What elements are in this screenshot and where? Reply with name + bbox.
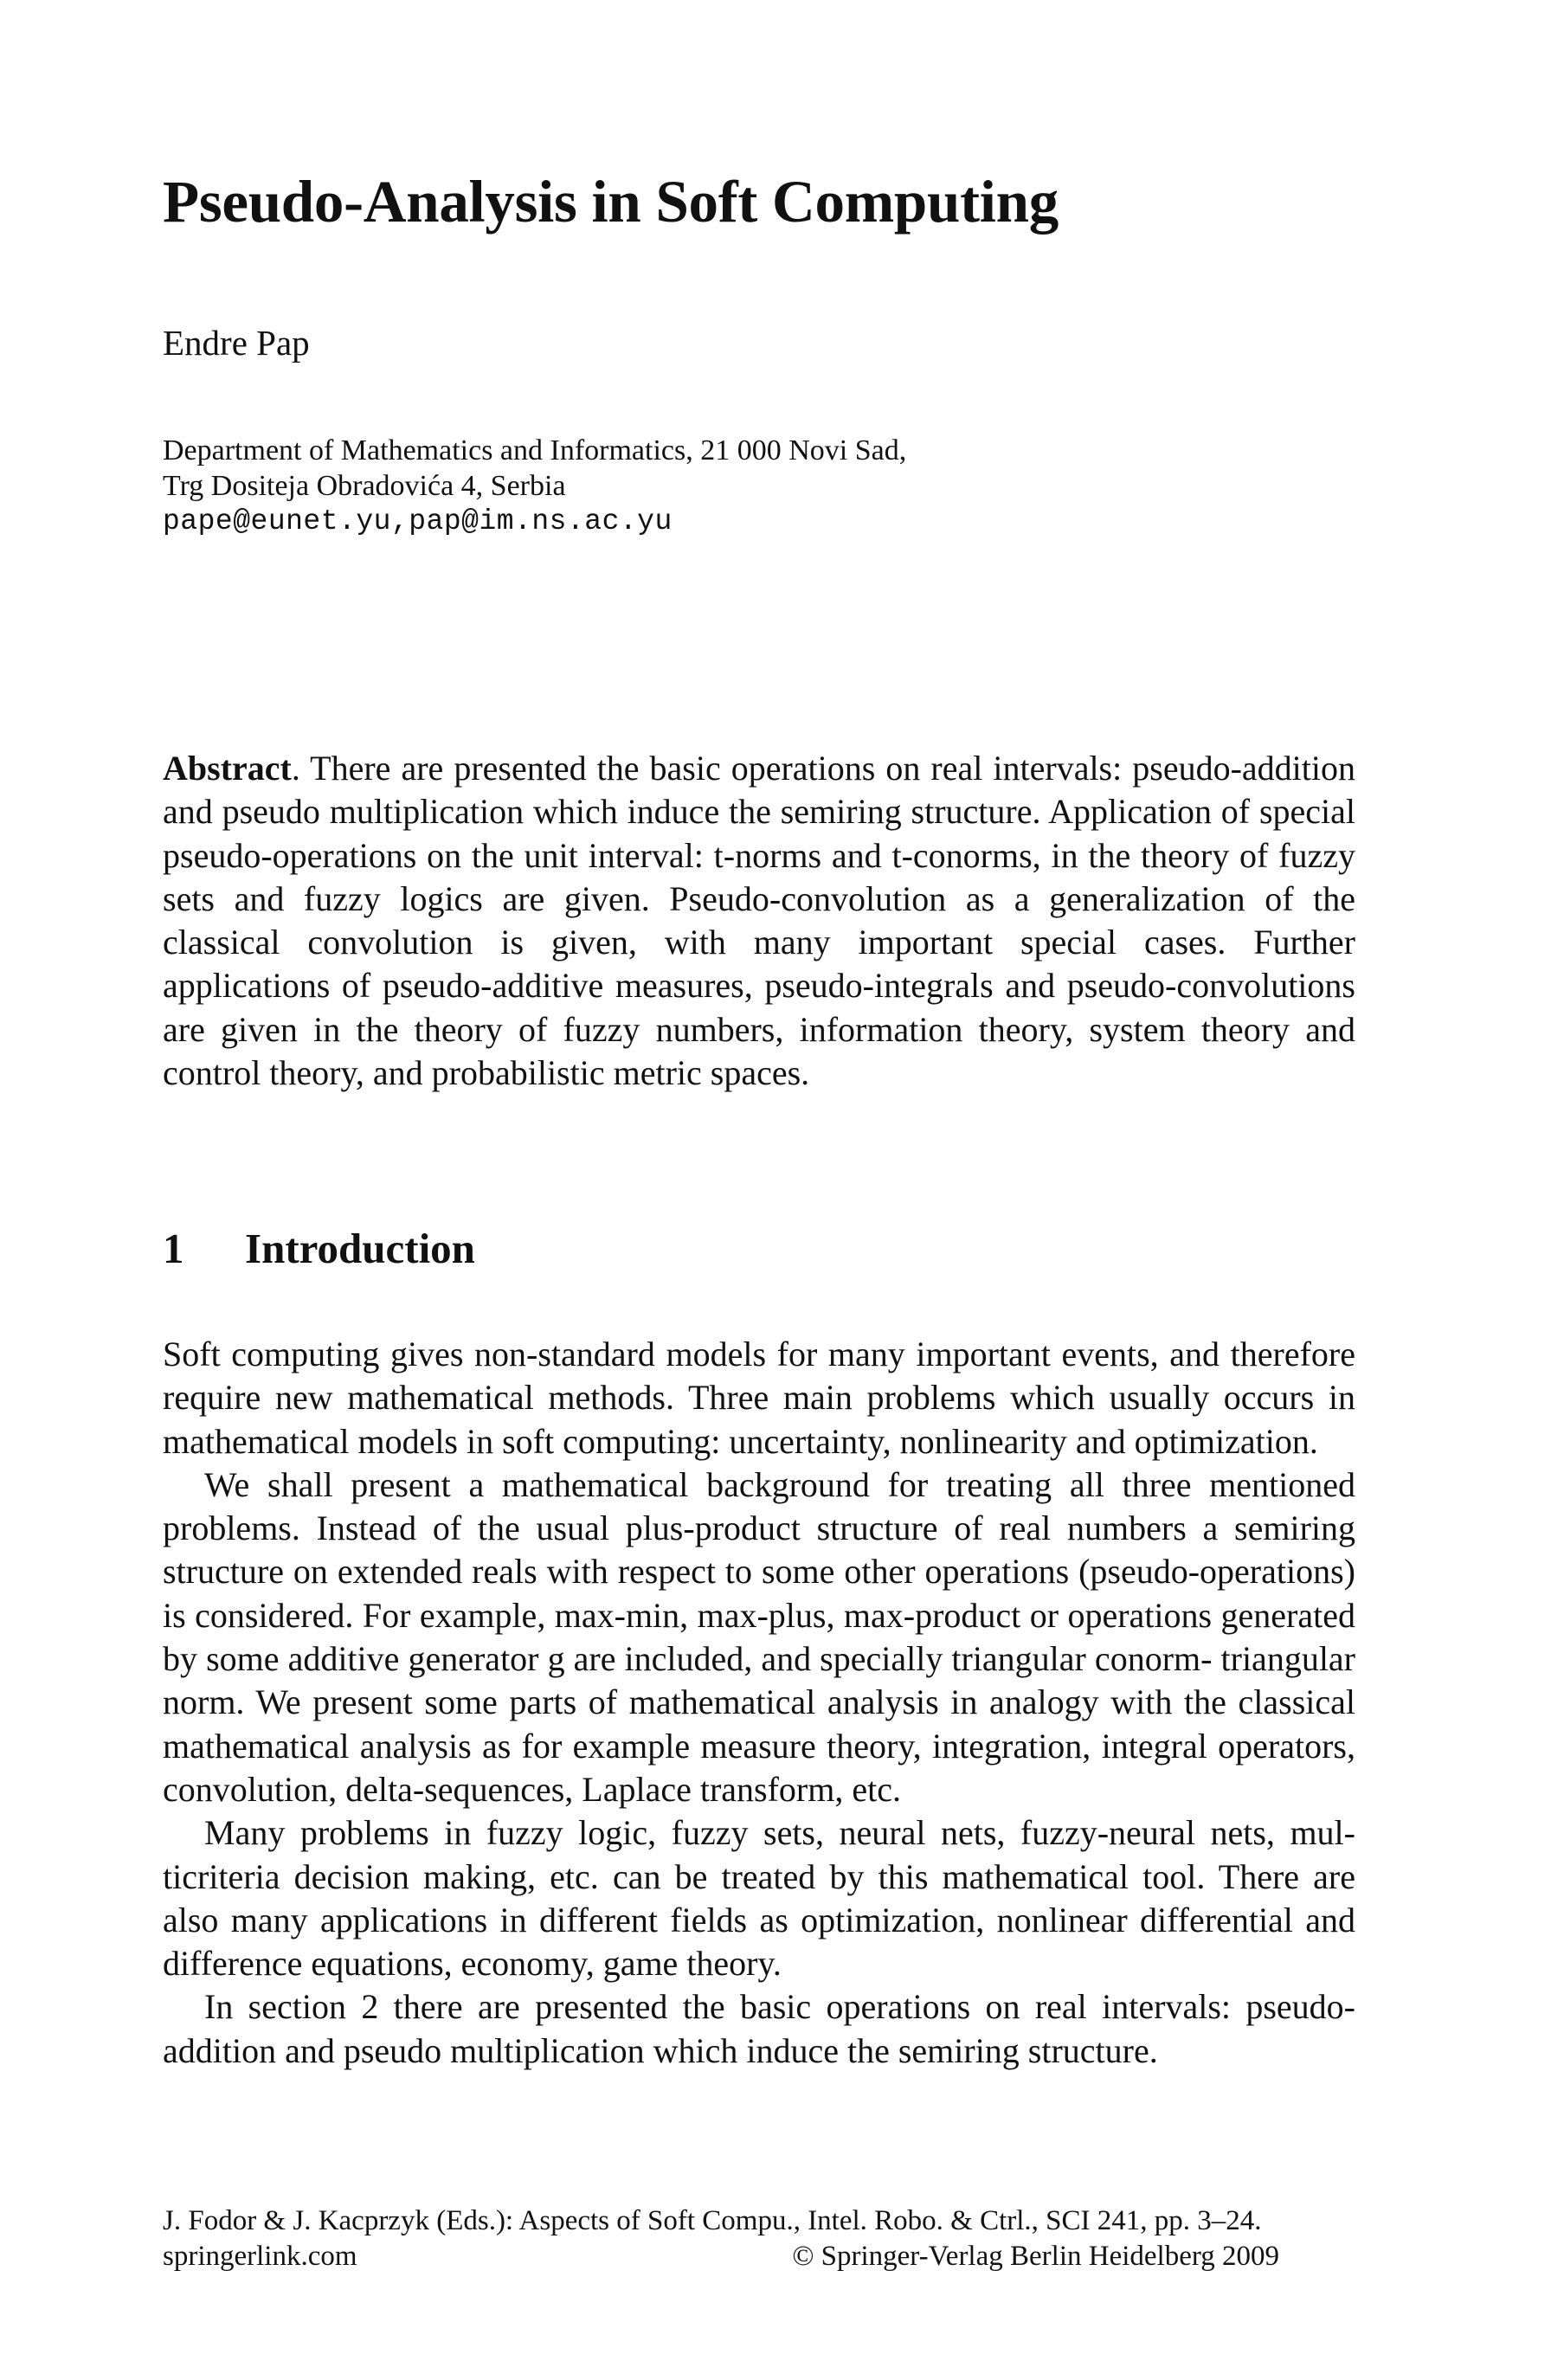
paper-title: Pseudo-Analysis in Soft Computing [163,169,1059,235]
footer-row [163,2239,1279,2274]
abstract [163,747,1355,1095]
affiliation-address: Trg Dositeja Obradovića 4, Serbia [163,470,566,502]
page-footer [163,2203,1279,2274]
abstract-label: Abstract [163,749,292,788]
footer-citation: J. Fodor & J. Kacprzyk (Eds.): Aspects of Soft Compu., Intel. Robo. & Ctrl., SCI 241, pp. 3–24. [163,2205,1262,2236]
section-heading-introduction [163,1224,475,1275]
abstract-text: . There are presented the basic operations on real intervals: pseudo-addition and pseudo multiplication which induce the semiring structure. Application of special pseudo-operations on the unit interval: t-norms and t-conorms, in the theory of fuzzy sets and fuzzy logics are given. Pseudo-convolution as a generalization of the classical convolution is given, with many important special cases. Further applications of pseudo-additive measures, pseudo-integrals and pseudo-convolutions are given in the theory of fuzzy numbers, information theory, system theory and control theory, and probabilistic metric spaces. [163,749,1355,1093]
paper-page [163,0,1355,2380]
section-number: 1 [163,1225,184,1272]
paragraph-1: Soft computing gives non-standard models for many important events, and therefore require new mathematical methods. Three main problems which usually occurs in mathematical models in soft computing: uncertainty, nonlinearity and optimization. [163,1335,1355,1461]
author-name: Endre Pap [163,323,310,363]
paragraph-2: We shall present a mathematical background for treating all three mentioned problems. Instead of the usual plus-product structure of real numbers a semiring structure on extended reals with respect to some other operations (pseudo-operations) is considered. For example, max-min, max-plus, max-product or operations generated by some additive generator g are included, and specially triangular conorm- triangular norm. We present some parts of mathematical analysis in analogy with the classical mathematical analysis as for example measure theory, integration, integral operators, convolution, delta-sequences, Laplace transform, etc. [163,1464,1355,1809]
section-title: Introduction [245,1225,475,1272]
introduction-body [163,1333,1355,2073]
footer-copyright: © Springer-Verlag Berlin Heidelberg 2009 [792,2241,1279,2272]
paragraph-3: Many problems in fuzzy logic, fuzzy sets, neural nets, fuzzy-neural nets, multicriteria decision making, etc. can be treated by this mathematical tool. There are also many applications in different fields as optimization, nonlinear differential and difference equations, economy, game theory. [163,1813,1355,1984]
footer-site-link[interactable]: springerlink.com [163,2241,357,2272]
affiliation-block [163,433,906,539]
paragraph-4: In section 2 there are presented the basic operations on real intervals: pseudo-addition and pseudo multiplication which induce the semiring structure. [163,1987,1355,2070]
affiliation-department: Department of Mathematics and Informatics, 21 000 Novi Sad, [163,434,907,466]
author-emails[interactable]: pape@eunet.yu,pap@im.ns.ac.yu [163,505,673,537]
